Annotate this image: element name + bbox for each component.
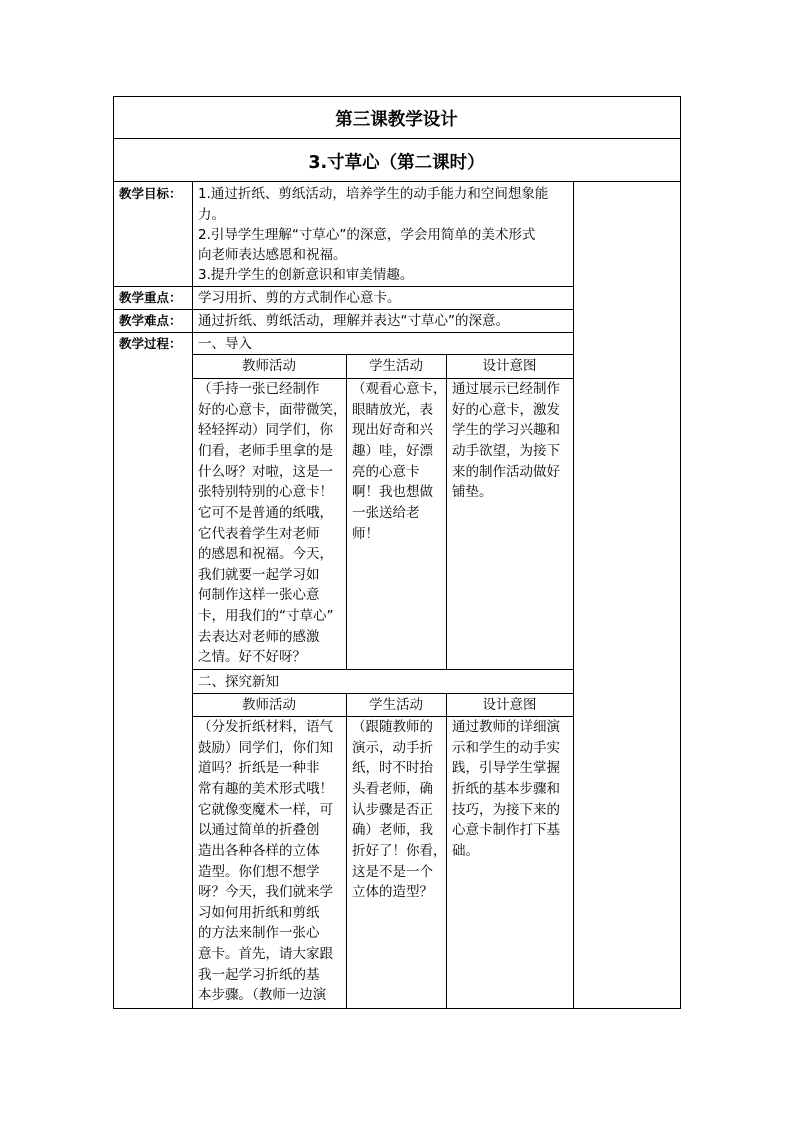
text-line: 的方法来制作一张心 [198,925,320,942]
rule-right [680,96,681,1009]
text-line: 好的心意卡，面带微笑， [198,401,347,418]
header-teacher: 教师活动 [242,697,296,713]
text-line: 示和学生的动手实 [452,739,560,756]
text-line: 立体的造型？ [352,884,433,901]
text-line: 础。 [452,842,479,859]
text-line: 道吗？折纸是一种非 [198,760,320,777]
text-line: 啊！我也想做 [352,484,433,501]
text-line: 之情。好不好呀？ [198,649,306,666]
rule-inner-right [573,181,574,1009]
text-line: 去表达对老师的感激 [198,628,320,645]
objectives-line: 1.通过折纸、剪纸活动，培养学生的动手能力和空间想象能 [198,186,549,202]
text-line: 好的心意卡，激发 [452,401,560,418]
text-line: 通过展示已经制作 [452,381,560,397]
text-line: 头看老师，确 [352,780,433,797]
text-line: 鼓励）同学们，你们知 [198,739,333,756]
text-line: 纸，时不时抬 [352,760,433,777]
text-line: （分发折纸材料，语气 [198,719,333,735]
section-title: 二、探究新知 [198,674,279,690]
text-line: 认步骤是否正 [352,801,433,818]
text-line: 心意卡制作打下基 [452,822,560,839]
header-student: 学生活动 [369,697,423,713]
page-subtitle: 3.寸草心（第二课时） [308,153,485,173]
header-intent: 设计意图 [482,697,537,713]
text-line: 它可不是普通的纸哦， [198,504,333,521]
rule-bottom [113,1008,681,1009]
text-line: 我一起学习折纸的基 [198,966,320,983]
text-line: 亮的心意卡 [352,463,420,480]
text-line: （手持一张已经制作 [198,381,320,397]
header-intent: 设计意图 [482,358,537,374]
text-line: （跟随教师的 [352,719,433,735]
text-line: 践，引导学生掌握 [452,760,560,777]
text-line: 它就像变魔术一样，可 [198,801,333,818]
text-line: 何制作这样一张心意 [198,587,320,604]
text-line: 折好了！你看， [352,842,447,859]
text-line: 师！ [352,525,379,542]
rule-title-bottom [113,138,681,139]
header-teacher: 教师活动 [242,358,296,374]
text-line: 呀？今天，我们就来学 [198,884,333,901]
rule-label-col [192,181,193,1009]
text-line: 学生的学习兴趣和 [452,422,560,439]
difficulty-label: 教学难点： [119,313,182,328]
text-line: 趣）哇，好漂 [352,442,433,459]
text-line: 现出好奇和兴 [352,422,433,439]
text-line: 折纸的基本步骤和 [452,780,560,797]
difficulty-text: 通过折纸、剪纸活动，理解并表达“寸草心”的深意。 [198,313,509,329]
text-line: 演示，动手折 [352,739,433,756]
objectives-line: 力。 [198,207,225,223]
text-line: 卡，用我们的“寸草心” [198,608,334,625]
text-line: 以通过简单的折叠创 [198,822,320,839]
keypoint-label: 教学重点： [119,290,182,305]
text-line: 确）老师，我 [352,822,433,839]
text-line: 眼睛放光，表 [352,401,433,418]
text-line: 来的制作活动做好 [452,463,560,480]
text-line: 它代表着学生对老师 [198,525,320,542]
text-line: 的感恩和祝福。今天， [198,546,333,563]
section-title: 一、导入 [198,336,252,352]
text-line: 一张送给老 [352,504,420,521]
text-line: 铺垫。 [452,484,493,501]
text-line: 意卡。首先，请大家跟 [198,946,333,963]
rule-col-intent-1 [446,354,447,670]
rule-subtitle-bottom [113,181,681,182]
text-line: 本步骤。（教师一边演 [198,987,327,1004]
objectives-line: 向老师表达感恩和祝福。 [198,247,347,263]
text-line: 张特别特别的心意卡！ [198,484,333,501]
objectives-line: 2.引导学生理解“寸草心”的深意，学会用简单的美术形式 [198,227,536,243]
text-line: 造型。你们想不想学 [198,863,320,880]
objectives-label: 教学目标： [119,186,182,201]
text-line: 习如何用折纸和剪纸 [198,904,320,921]
text-line: 通过教师的详细演 [452,719,560,735]
rule-left [113,96,114,1009]
rule-col-student-2 [346,693,347,1009]
text-line: 这是不是一个 [352,863,433,880]
text-line: 什么呀？对啦，这是一 [198,463,333,480]
text-line: （观看心意卡， [352,381,447,397]
page-title: 第三课教学设计 [335,110,458,130]
text-line: 造出各种各样的立体 [198,842,320,859]
text-line: 我们就要一起学习如 [198,566,320,583]
rule-section1-bottom [192,669,574,670]
objectives-line: 3.提升学生的创新意识和审美情趣。 [198,267,414,283]
header-student: 学生活动 [369,358,423,374]
process-label: 教学过程： [119,336,182,351]
text-line: 技巧，为接下来的 [452,801,560,818]
text-line: 常有趣的美术形式哦！ [198,780,333,797]
rule-top [113,96,681,97]
text-line: 动手欲望，为接下 [452,442,560,459]
text-line: 轻轻挥动）同学们，你 [198,422,333,439]
text-line: 们看，老师手里拿的是 [198,442,333,459]
keypoint-text: 学习用折、剪的方式制作心意卡。 [198,290,401,306]
